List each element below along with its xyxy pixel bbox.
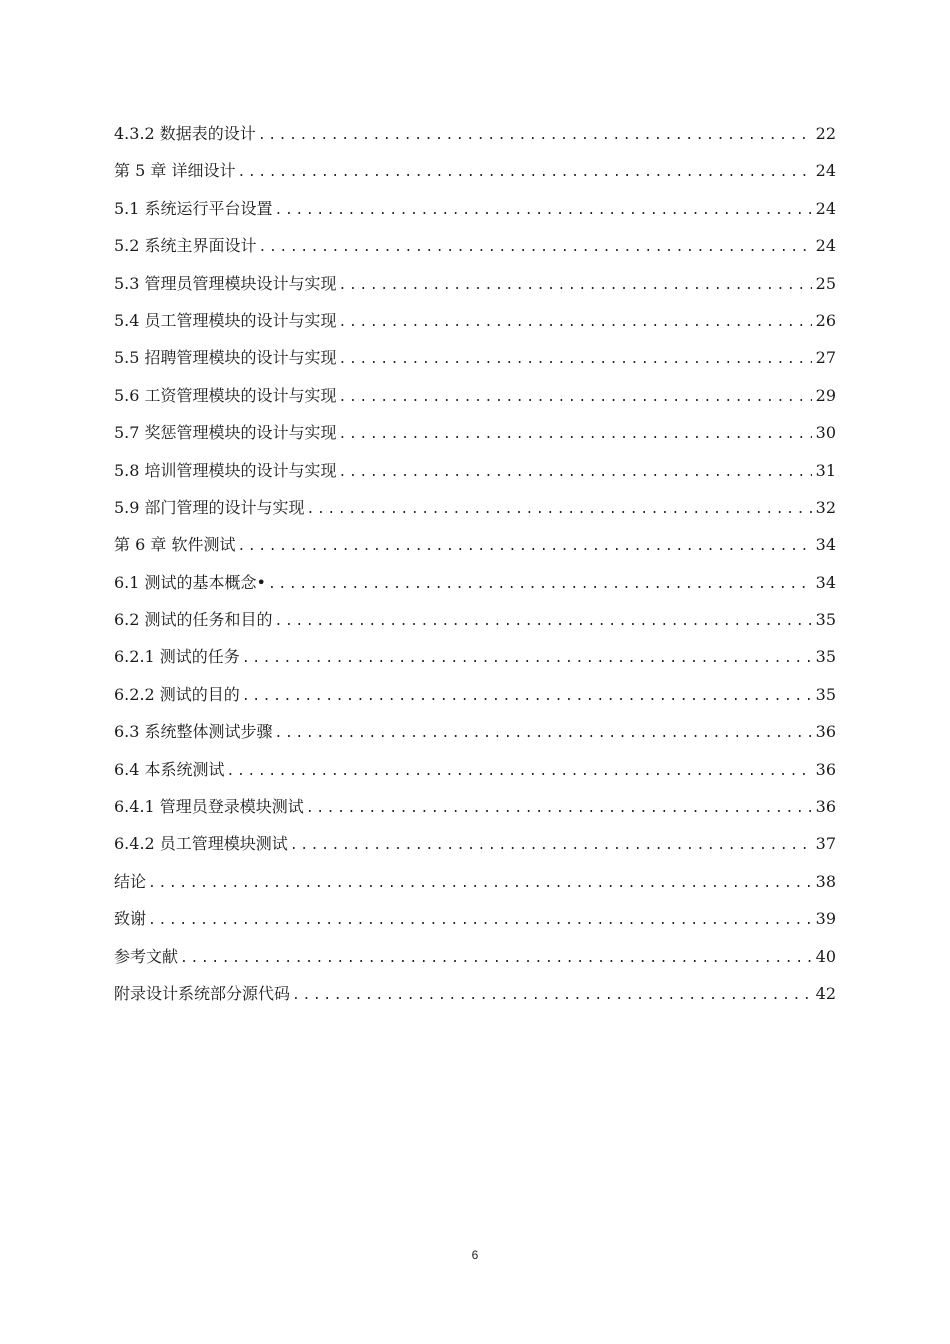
toc-entry[interactable] <box>114 489 836 526</box>
toc-entry[interactable] <box>114 900 836 937</box>
toc-entry[interactable] <box>114 152 836 189</box>
toc-entry-page: 37 <box>815 834 836 854</box>
toc-entry-title: 5.3 管理员管理模块设计与实现 <box>114 273 337 293</box>
toc-leader-dots <box>258 117 812 154</box>
toc-leader-dots <box>275 715 812 752</box>
toc-entry-title: 参考文献 <box>114 946 179 966</box>
toc-entry[interactable] <box>114 601 836 638</box>
toc-entry-title: 6.1 测试的基本概念• <box>114 572 266 592</box>
toc-leader-dots <box>148 865 812 902</box>
toc-entry-page: 27 <box>815 348 836 368</box>
toc-entry-title: 第 5 章 详细设计 <box>114 161 236 181</box>
toc-leader-dots <box>227 753 812 790</box>
toc-leader-dots <box>180 940 812 977</box>
toc-entry-page: 35 <box>815 684 836 704</box>
toc-entry-title: 5.9 部门管理的设计与实现 <box>114 497 305 517</box>
toc-entry[interactable] <box>114 377 836 414</box>
toc-entry[interactable] <box>114 339 836 376</box>
toc-leader-dots <box>237 528 811 565</box>
toc-leader-dots <box>292 977 812 1014</box>
toc-leader-dots <box>275 192 812 229</box>
toc-entry-page: 35 <box>815 647 836 667</box>
toc-entry-page: 36 <box>815 797 836 817</box>
toc-entry-page: 24 <box>815 198 836 218</box>
toc-entry-title: 6.2.1 测试的任务 <box>114 647 240 667</box>
toc-leader-dots <box>242 678 812 715</box>
toc-entry-title: 5.1 系统运行平台设置 <box>114 198 273 218</box>
toc-entry-page: 39 <box>815 909 836 929</box>
toc-entry[interactable] <box>114 227 836 264</box>
toc-leader-dots <box>339 379 812 416</box>
toc-entry-title: 5.7 奖惩管理模块的设计与实现 <box>114 423 337 443</box>
toc-entry[interactable] <box>114 115 836 152</box>
toc-leader-dots <box>275 603 812 640</box>
toc-entry[interactable] <box>114 938 836 975</box>
toc-entry[interactable] <box>114 190 836 227</box>
toc-entry[interactable] <box>114 713 836 750</box>
toc-entry-page: 24 <box>815 161 836 181</box>
toc-entry-title: 6.4.1 管理员登录模块测试 <box>114 797 304 817</box>
toc-leader-dots <box>339 416 812 453</box>
toc-entry-title: 6.4.2 员工管理模块测试 <box>114 834 288 854</box>
toc-entry[interactable] <box>114 265 836 302</box>
toc-leader-dots <box>259 229 812 266</box>
toc-leader-dots <box>339 267 812 304</box>
toc-entry[interactable] <box>114 825 836 862</box>
toc-entry-title: 结论 <box>114 871 147 891</box>
toc-leader-dots <box>339 341 812 378</box>
toc-leader-dots <box>290 827 812 864</box>
toc-entry[interactable] <box>114 302 836 339</box>
toc-entry[interactable] <box>114 452 836 489</box>
toc-entry-page: 36 <box>815 759 836 779</box>
toc-entry-title: 4.3.2 数据表的设计 <box>114 124 256 143</box>
toc-entry[interactable] <box>114 564 836 601</box>
toc-entry-title: 5.6 工资管理模块的设计与实现 <box>114 385 337 405</box>
toc-entry-title: 第 6 章 软件测试 <box>114 535 236 555</box>
table-of-contents <box>114 115 836 1012</box>
toc-leader-dots <box>339 304 812 341</box>
toc-leader-dots <box>148 902 812 939</box>
toc-leader-dots <box>268 566 812 603</box>
toc-entry-page: 42 <box>815 983 836 1003</box>
toc-entry[interactable] <box>114 676 836 713</box>
toc-leader-dots <box>339 454 812 491</box>
toc-entry[interactable] <box>114 788 836 825</box>
toc-entry[interactable] <box>114 414 836 451</box>
toc-entry[interactable] <box>114 526 836 563</box>
toc-entry[interactable] <box>114 638 836 675</box>
toc-entry-page: 24 <box>815 236 836 256</box>
toc-entry-title: 附录设计系统部分源代码 <box>114 983 291 1003</box>
toc-entry-title: 致谢 <box>114 909 147 929</box>
page-number: 6 <box>471 1248 479 1262</box>
toc-leader-dots <box>307 491 812 528</box>
toc-entry-title: 6.2 测试的任务和目的 <box>114 610 273 630</box>
toc-entry-title: 6.3 系统整体测试步骤 <box>114 722 273 742</box>
toc-entry-title: 6.4 本系统测试 <box>114 759 225 779</box>
toc-entry[interactable] <box>114 863 836 900</box>
toc-entry-title: 6.2.2 测试的目的 <box>114 684 240 704</box>
toc-entry-title: 5.4 员工管理模块的设计与实现 <box>114 310 337 330</box>
toc-entry-page: 25 <box>815 273 836 293</box>
toc-entry-page: 26 <box>815 310 836 330</box>
toc-leader-dots <box>237 154 811 191</box>
toc-entry[interactable] <box>114 975 836 1012</box>
toc-entry-title: 5.2 系统主界面设计 <box>114 236 257 256</box>
toc-leader-dots <box>306 790 812 827</box>
toc-entry-page: 35 <box>815 610 836 630</box>
toc-entry-page: 36 <box>815 722 836 742</box>
toc-entry-page: 34 <box>815 535 836 555</box>
toc-entry-page: 22 <box>815 124 836 143</box>
toc-entry[interactable] <box>114 751 836 788</box>
toc-entry-page: 38 <box>815 871 836 891</box>
toc-entry-title: 5.5 招聘管理模块的设计与实现 <box>114 348 337 368</box>
toc-entry-page: 32 <box>815 497 836 517</box>
toc-leader-dots <box>242 640 812 677</box>
toc-entry-page: 40 <box>815 946 836 966</box>
toc-entry-page: 31 <box>815 460 836 480</box>
toc-entry-title: 5.8 培训管理模块的设计与实现 <box>114 460 337 480</box>
toc-entry-page: 30 <box>815 423 836 443</box>
toc-entry-page: 34 <box>815 572 836 592</box>
toc-entry-page: 29 <box>815 385 836 405</box>
